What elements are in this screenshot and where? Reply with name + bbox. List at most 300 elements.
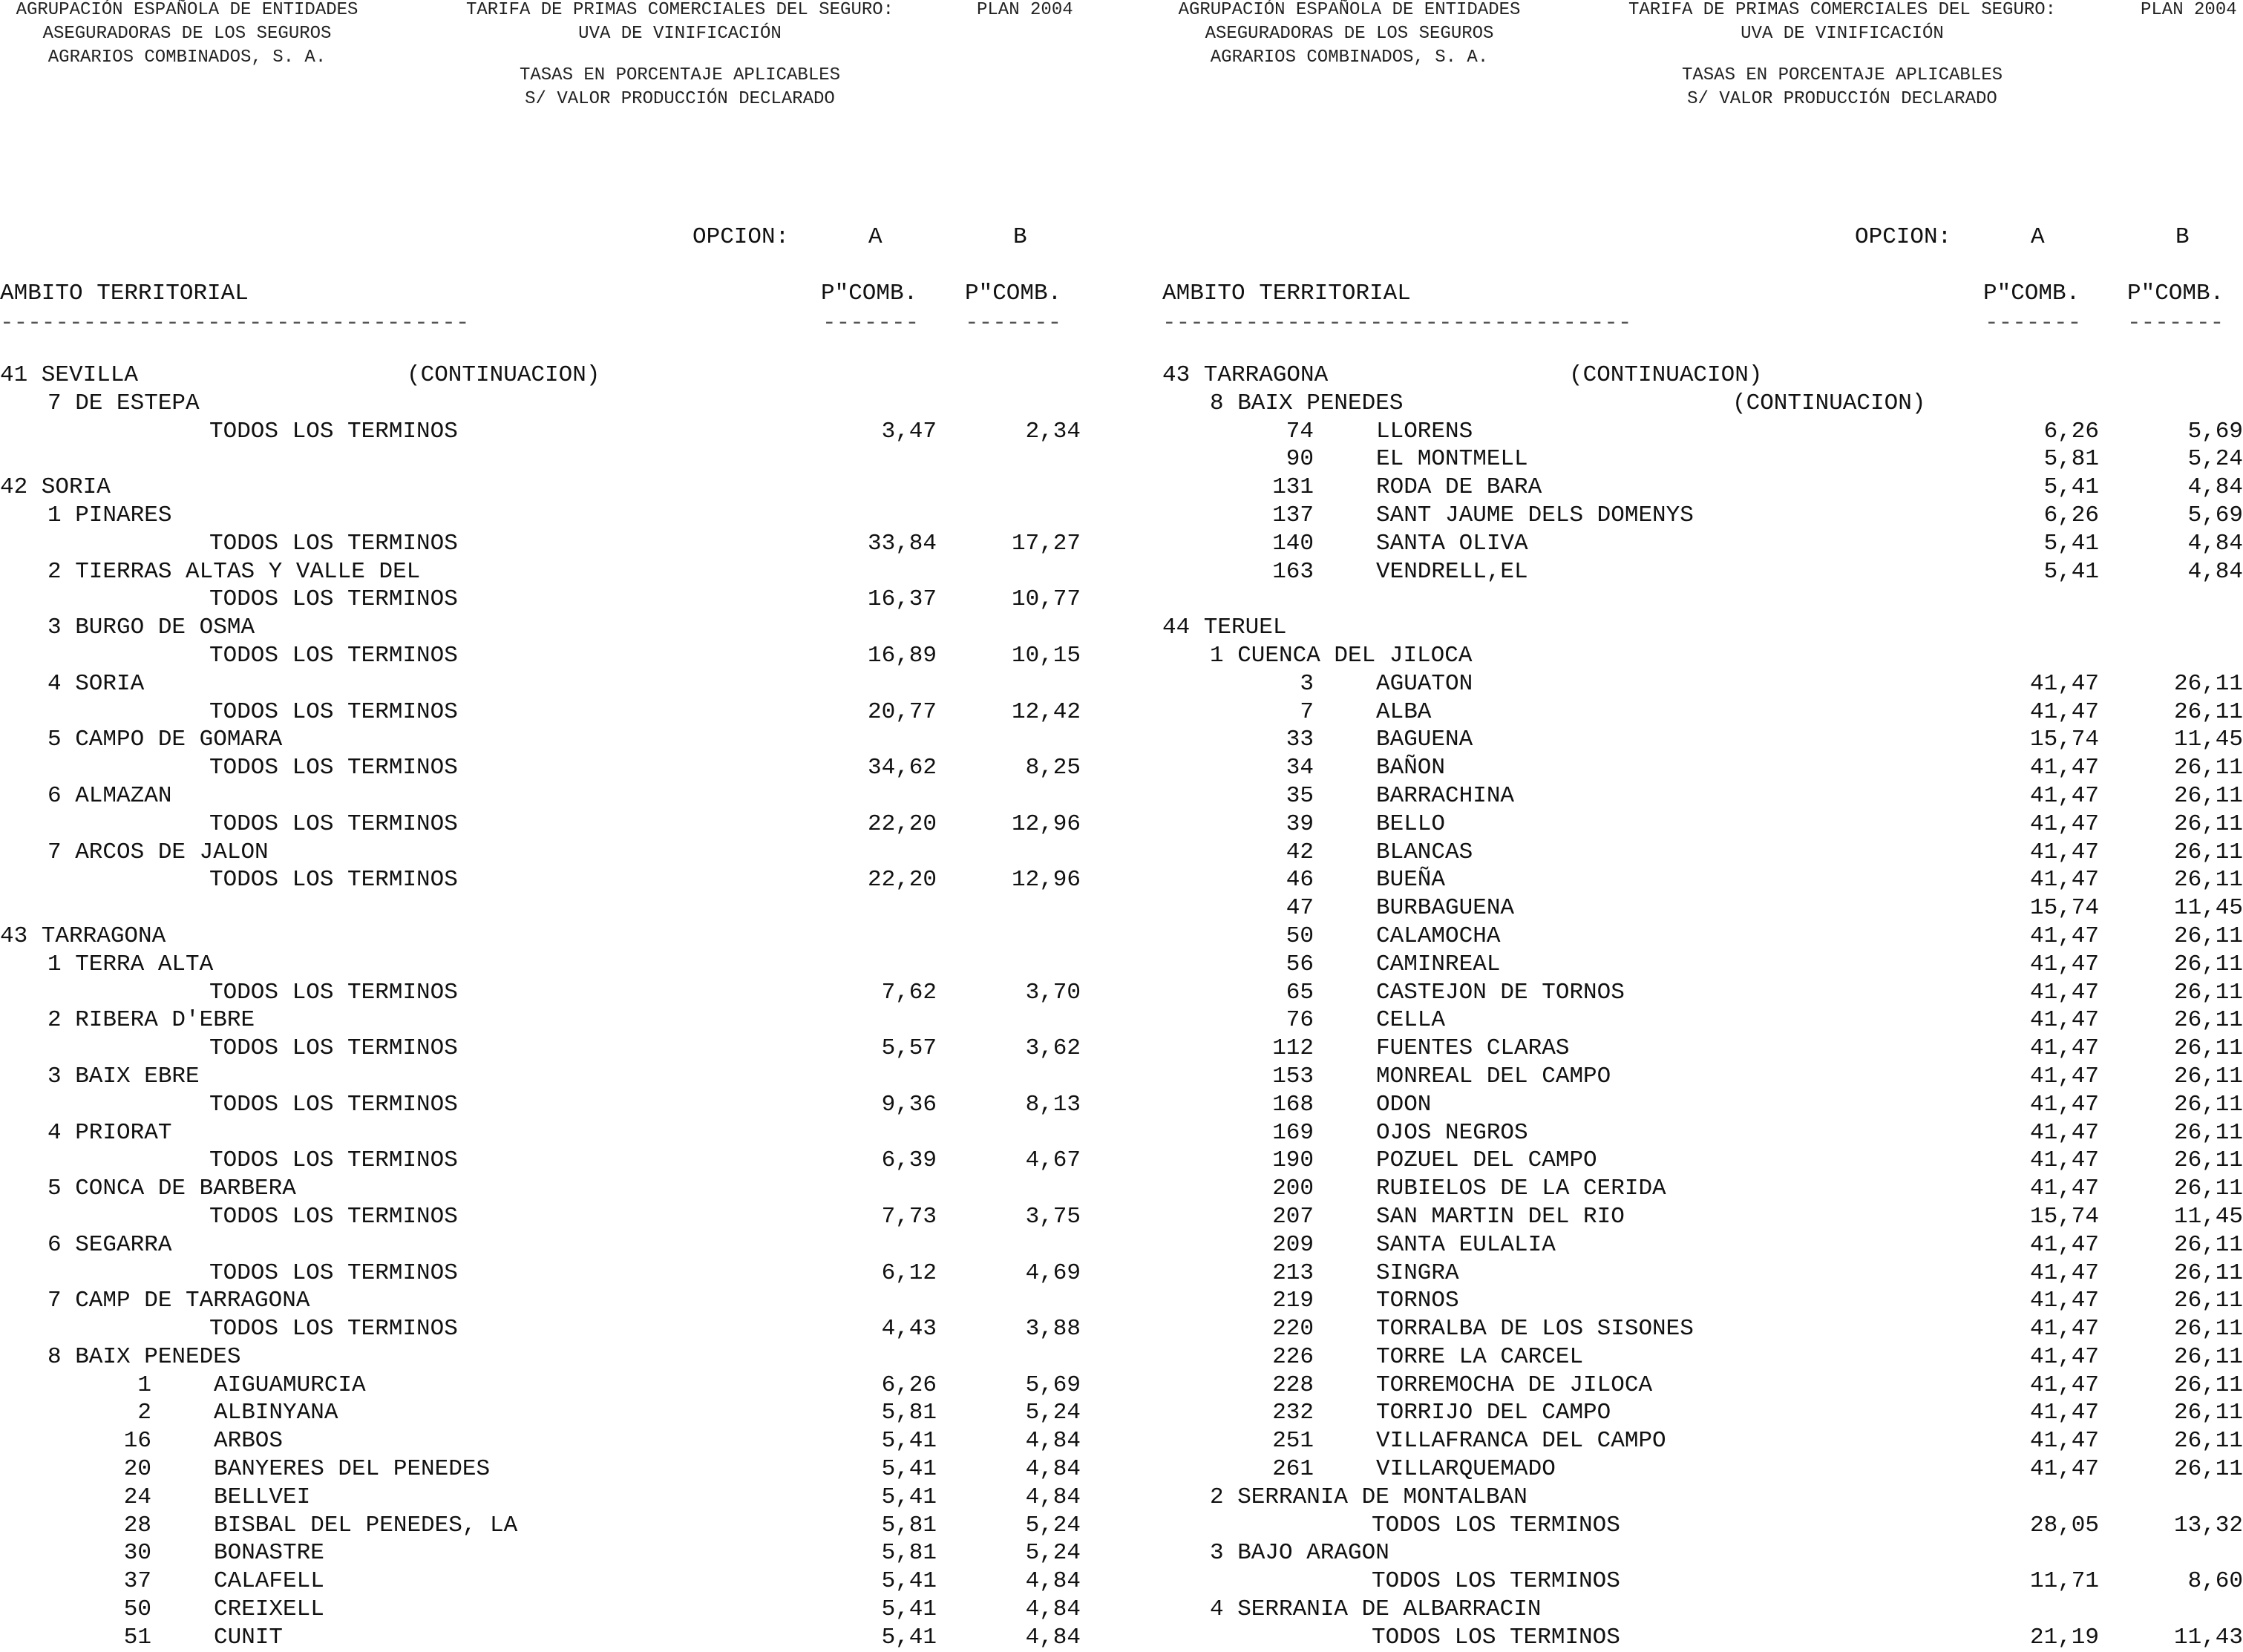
comarca-label: 8 BAIX PENEDES [48, 1343, 241, 1370]
all-terms-label: TODOS LOS TERMINOS [209, 530, 458, 557]
table-row [0, 698, 1113, 727]
all-terms-label: TODOS LOS TERMINOS [209, 1203, 458, 1230]
rates-line-1: TASAS EN PORCENTAJE APLICABLES [1681, 65, 2003, 85]
term-code: 1 [137, 1371, 151, 1398]
continuation-note: (CONTINUACION) [1732, 390, 1926, 416]
term-code: 50 [1286, 922, 1314, 949]
table-row [0, 530, 1113, 558]
table-row [0, 1231, 1113, 1259]
value-a: 41,47 [2029, 922, 2099, 949]
table-row [1162, 1231, 2243, 1259]
org-line-2: ASEGURADORAS DE LOS SEGUROS [1205, 24, 1494, 44]
term-code: 50 [123, 1596, 151, 1623]
term-code: 16 [123, 1428, 151, 1455]
table-row [1162, 1399, 2243, 1427]
table-row [0, 1315, 1113, 1343]
province-label: 43 TARRAGONA [0, 922, 166, 949]
comb-b-rule: ------- [965, 310, 1062, 336]
province-label: 41 SEVILLA [0, 362, 139, 388]
value-a: 4,43 [881, 1316, 937, 1343]
term-name: BELLVEI [214, 1484, 311, 1510]
term-code: 46 [1286, 867, 1314, 894]
value-a: 6,26 [881, 1371, 937, 1398]
value-a: 7,73 [881, 1203, 937, 1230]
value-a: 33,84 [867, 530, 937, 557]
province-label: 44 TERUEL [1162, 614, 1287, 641]
table-row [0, 502, 1113, 530]
term-name: BISBAL DEL PENEDES, LA [214, 1512, 518, 1538]
comarca-label: 7 CAMP DE TARRAGONA [48, 1288, 310, 1314]
value-a: 41,47 [2029, 1091, 2099, 1118]
value-b: 12,42 [1011, 698, 1081, 725]
table-row [1162, 530, 2243, 558]
rates-header [438, 64, 922, 111]
comb-b-header: P"COMB. [965, 281, 1062, 307]
province-label: 43 TARRAGONA [1162, 362, 1329, 388]
term-name: TORRALBA DE LOS SISONES [1376, 1316, 1694, 1343]
term-name: BLANCAS [1376, 839, 1473, 865]
tariff-line-2: UVA DE VINIFICACIÓN [578, 24, 782, 44]
table-row [1162, 361, 2243, 390]
term-name: MONREAL DEL CAMPO [1376, 1063, 1611, 1089]
value-b: 12,96 [1011, 810, 1081, 837]
value-b: 26,11 [2173, 1231, 2243, 1258]
term-code: 51 [123, 1624, 151, 1651]
value-b: 13,32 [2173, 1512, 2243, 1538]
left-table-body [0, 361, 1113, 1652]
all-terms-label: TODOS LOS TERMINOS [209, 1035, 458, 1062]
value-a: 7,62 [881, 979, 937, 1006]
value-b: 26,11 [2173, 782, 2243, 809]
value-b: 4,69 [1025, 1259, 1081, 1286]
value-a: 5,41 [2043, 474, 2099, 501]
comarca-label: 4 SERRANIA DE ALBARRACIN [1210, 1596, 1542, 1623]
value-a: 41,47 [2029, 839, 2099, 865]
value-b: 5,24 [2187, 446, 2243, 473]
comarca-label: 3 BURGO DE OSMA [48, 614, 255, 641]
org-line-1: AGRUPACIÓN ESPAÑOLA DE ENTIDADES [16, 0, 358, 20]
term-code: 168 [1272, 1091, 1314, 1118]
org-header [1162, 0, 1536, 70]
option-b-label: B [1013, 224, 1027, 250]
term-code: 220 [1272, 1316, 1314, 1343]
table-row [1162, 1596, 2243, 1624]
table-row [0, 473, 1113, 502]
table-row [0, 1624, 1113, 1652]
comb-a-rule: ------- [822, 310, 920, 336]
value-a: 22,20 [867, 810, 937, 837]
tariff-header [1600, 0, 2084, 46]
table-row [0, 418, 1113, 446]
org-line-2: ASEGURADORAS DE LOS SEGUROS [42, 24, 332, 44]
term-name: EL MONTMELL [1376, 446, 1528, 473]
term-name: VILLAFRANCA DEL CAMPO [1376, 1428, 1666, 1455]
table-row [0, 782, 1113, 810]
table-row [0, 951, 1113, 979]
value-a: 41,47 [2029, 1428, 2099, 1455]
term-code: 200 [1272, 1176, 1314, 1202]
table-row [1162, 1567, 2243, 1596]
value-a: 41,47 [2029, 979, 2099, 1006]
term-name: VENDRELL,EL [1376, 558, 1528, 585]
value-b: 10,15 [1011, 642, 1081, 669]
term-code: 35 [1286, 782, 1314, 809]
term-name: SAN MARTIN DEL RIO [1376, 1203, 1625, 1230]
table-row [0, 670, 1113, 698]
table-row [1162, 1259, 2243, 1288]
value-a: 22,20 [867, 867, 937, 894]
value-a: 16,89 [867, 642, 937, 669]
value-b: 26,11 [2173, 1343, 2243, 1370]
value-a: 41,47 [2029, 1231, 2099, 1258]
org-line-3: AGRARIOS COMBINADOS, S. A. [48, 47, 327, 68]
table-row [0, 1399, 1113, 1427]
province-label: 42 SORIA [0, 474, 111, 501]
table-row [1162, 1035, 2243, 1063]
term-code: 190 [1272, 1147, 1314, 1174]
term-name: BELLO [1376, 810, 1446, 837]
table-row [0, 445, 1113, 473]
table-row [1162, 726, 2243, 754]
table-row [0, 922, 1113, 951]
term-code: 153 [1272, 1063, 1314, 1089]
value-b: 26,11 [2173, 1456, 2243, 1483]
table-row [1162, 642, 2243, 670]
term-name: TORNOS [1376, 1288, 1459, 1314]
comarca-label: 6 ALMAZAN [48, 782, 172, 809]
continuation-note: (CONTINUACION) [407, 362, 600, 388]
comarca-label: 2 RIBERA D'EBRE [48, 1007, 255, 1034]
value-a: 41,47 [2029, 1288, 2099, 1314]
table-row [1162, 1624, 2243, 1652]
value-b: 12,96 [1011, 867, 1081, 894]
table-row [1162, 866, 2243, 894]
all-terms-label: TODOS LOS TERMINOS [209, 1091, 458, 1118]
table-row [0, 390, 1113, 418]
value-a: 5,41 [881, 1456, 937, 1483]
term-name: BONASTRE [214, 1540, 324, 1567]
table-row [0, 1427, 1113, 1455]
table-row [0, 642, 1113, 670]
value-b: 4,84 [1025, 1624, 1081, 1651]
value-b: 5,24 [1025, 1540, 1081, 1567]
term-code: 112 [1272, 1035, 1314, 1062]
value-b: 26,11 [2173, 1288, 2243, 1314]
all-terms-label: TODOS LOS TERMINOS [209, 1147, 458, 1174]
term-code: 137 [1272, 502, 1314, 528]
table-row [1162, 810, 2243, 839]
value-b: 26,11 [2173, 1259, 2243, 1286]
value-b: 26,11 [2173, 1007, 2243, 1034]
all-terms-label: TODOS LOS TERMINOS [209, 979, 458, 1006]
term-name: ALBA [1376, 698, 1432, 725]
all-terms-label: TODOS LOS TERMINOS [1372, 1512, 1620, 1538]
tariff-line-2: UVA DE VINIFICACIÓN [1741, 24, 1944, 44]
value-a: 41,47 [2029, 867, 2099, 894]
value-b: 4,84 [1025, 1484, 1081, 1510]
value-b: 4,84 [1025, 1428, 1081, 1455]
comarca-label: 1 CUENCA DEL JILOCA [1210, 642, 1473, 669]
term-name: ALBINYANA [214, 1400, 338, 1426]
value-a: 41,47 [2029, 810, 2099, 837]
table-row [1162, 894, 2243, 922]
table-row [1162, 614, 2243, 642]
comb-a-header: P"COMB. [1983, 281, 2080, 307]
table-row [0, 1512, 1113, 1540]
term-code: 219 [1272, 1288, 1314, 1314]
table-row [1162, 1287, 2243, 1315]
value-a: 41,47 [2029, 951, 2099, 977]
table-row [1162, 1063, 2243, 1091]
value-b: 26,11 [2173, 1428, 2243, 1455]
term-name: CELLA [1376, 1007, 1446, 1034]
all-terms-label: TODOS LOS TERMINOS [209, 586, 458, 613]
value-b: 26,11 [2173, 922, 2243, 949]
table-row [1162, 1119, 2243, 1147]
table-row [1162, 586, 2243, 614]
comarca-label: 8 BAIX PENEDES [1210, 390, 1404, 416]
value-b: 2,34 [1025, 418, 1081, 445]
value-b: 26,11 [2173, 1091, 2243, 1118]
value-b: 8,13 [1025, 1091, 1081, 1118]
table-row [1162, 473, 2243, 502]
value-a: 41,47 [2029, 1259, 2099, 1286]
term-code: 209 [1272, 1231, 1314, 1258]
term-name: RODA DE BARA [1376, 474, 1542, 501]
term-name: TORREMOCHA DE JILOCA [1376, 1371, 1653, 1398]
value-b: 4,84 [2187, 474, 2243, 501]
option-a-label: A [2031, 224, 2045, 250]
table-row [1162, 1371, 2243, 1400]
value-a: 6,12 [881, 1259, 937, 1286]
term-code: 33 [1286, 727, 1314, 753]
value-a: 21,19 [2029, 1624, 2099, 1651]
value-a: 5,41 [881, 1596, 937, 1623]
term-name: BARRACHINA [1376, 782, 1515, 809]
term-code: 28 [123, 1512, 151, 1538]
comb-b-rule: ------- [2127, 310, 2224, 336]
value-a: 5,41 [881, 1428, 937, 1455]
term-name: BURBAGUENA [1376, 895, 1515, 922]
all-terms-label: TODOS LOS TERMINOS [209, 810, 458, 837]
opcion-label: OPCION: [692, 224, 790, 250]
org-line-1: AGRUPACIÓN ESPAÑOLA DE ENTIDADES [1178, 0, 1521, 20]
table-row [1162, 839, 2243, 867]
table-row [1162, 1147, 2243, 1175]
option-b-label: B [2175, 224, 2190, 250]
value-b: 26,11 [2173, 867, 2243, 894]
comarca-label: 7 DE ESTEPA [48, 390, 200, 416]
table-row [0, 1259, 1113, 1288]
term-name: FUENTES CLARAS [1376, 1035, 1570, 1062]
value-a: 5,41 [881, 1484, 937, 1510]
tariff-line-1: TARIFA DE PRIMAS COMERCIALES DEL SEGURO: [1628, 0, 2057, 20]
table-row [1162, 1175, 2243, 1203]
term-name: TORRIJO DEL CAMPO [1376, 1400, 1611, 1426]
value-b: 4,84 [2187, 558, 2243, 585]
table-row [1162, 1455, 2243, 1484]
value-b: 3,75 [1025, 1203, 1081, 1230]
table-row [0, 810, 1113, 839]
right-page [1162, 0, 2243, 1651]
comarca-label: 5 CONCA DE BARBERA [48, 1176, 296, 1202]
rates-line-2: S/ VALOR PRODUCCIÓN DECLARADO [1687, 89, 1997, 109]
table-row [0, 1006, 1113, 1035]
value-a: 3,47 [881, 418, 937, 445]
table-row [1162, 670, 2243, 698]
right-table-body [1162, 361, 2243, 1652]
value-b: 3,62 [1025, 1035, 1081, 1062]
table-row [0, 1091, 1113, 1119]
term-code: 7 [1300, 698, 1314, 725]
value-b: 26,11 [2173, 1316, 2243, 1343]
table-row [0, 979, 1113, 1007]
table-row [1162, 1006, 2243, 1035]
value-a: 5,81 [881, 1512, 937, 1538]
term-name: SANTA OLIVA [1376, 530, 1528, 557]
term-code: 261 [1272, 1456, 1314, 1483]
term-name: TORRE LA CARCEL [1376, 1343, 1584, 1370]
value-b: 26,11 [2173, 810, 2243, 837]
term-name: CREIXELL [214, 1596, 324, 1623]
table-row [0, 866, 1113, 894]
value-a: 9,36 [881, 1091, 937, 1118]
all-terms-label: TODOS LOS TERMINOS [209, 1316, 458, 1343]
value-a: 41,47 [2029, 1371, 2099, 1398]
table-row [0, 1203, 1113, 1231]
term-name: AGUATON [1376, 670, 1473, 697]
value-a: 5,57 [881, 1035, 937, 1062]
table-row [0, 1287, 1113, 1315]
comarca-label: 3 BAIX EBRE [48, 1063, 200, 1089]
term-code: 131 [1272, 474, 1314, 501]
comarca-label: 1 PINARES [48, 502, 172, 528]
value-b: 11,45 [2173, 727, 2243, 753]
value-b: 3,88 [1025, 1316, 1081, 1343]
value-a: 28,05 [2029, 1512, 2099, 1538]
all-terms-label: TODOS LOS TERMINOS [209, 755, 458, 781]
value-b: 26,11 [2173, 1147, 2243, 1174]
table-row [0, 1539, 1113, 1567]
value-b: 5,24 [1025, 1512, 1081, 1538]
all-terms-label: TODOS LOS TERMINOS [209, 867, 458, 894]
table-row [0, 894, 1113, 922]
value-a: 41,47 [2029, 1119, 2099, 1146]
table-row [1162, 390, 2243, 418]
comarca-label: 4 SORIA [48, 670, 145, 697]
term-name: CALAMOCHA [1376, 922, 1501, 949]
term-code: 37 [123, 1568, 151, 1595]
rates-line-1: TASAS EN PORCENTAJE APLICABLES [519, 65, 841, 85]
value-b: 26,11 [2173, 1035, 2243, 1062]
table-row [0, 726, 1113, 754]
term-code: 2 [137, 1400, 151, 1426]
value-a: 16,37 [867, 586, 937, 613]
org-line-3: AGRARIOS COMBINADOS, S. A. [1210, 47, 1489, 68]
table-row [0, 586, 1113, 614]
table-row [0, 1175, 1113, 1203]
value-a: 41,47 [2029, 1343, 2099, 1370]
term-code: 39 [1286, 810, 1314, 837]
term-code: 42 [1286, 839, 1314, 865]
value-a: 5,41 [881, 1568, 937, 1595]
option-a-label: A [868, 224, 883, 250]
table-row [1162, 1484, 2243, 1512]
table-row [0, 1455, 1113, 1484]
table-row [1162, 558, 2243, 586]
comb-a-rule: ------- [1985, 310, 2082, 336]
term-code: 163 [1272, 558, 1314, 585]
value-b: 4,67 [1025, 1147, 1081, 1174]
value-a: 41,47 [2029, 1035, 2099, 1062]
value-a: 41,47 [2029, 755, 2099, 781]
value-b: 26,11 [2173, 1176, 2243, 1202]
rates-line-2: S/ VALOR PRODUCCIÓN DECLARADO [525, 89, 835, 109]
value-a: 41,47 [2029, 698, 2099, 725]
term-code: 228 [1272, 1371, 1314, 1398]
value-a: 6,26 [2043, 418, 2099, 445]
term-name: SINGRA [1376, 1259, 1459, 1286]
comarca-label: 4 PRIORAT [48, 1119, 172, 1146]
value-b: 11,45 [2173, 895, 2243, 922]
table-row [1162, 1315, 2243, 1343]
table-row [1162, 922, 2243, 951]
value-b: 26,11 [2173, 839, 2243, 865]
term-name: LLORENS [1376, 418, 1473, 445]
value-a: 41,47 [2029, 782, 2099, 809]
term-name: POZUEL DEL CAMPO [1376, 1147, 1597, 1174]
term-name: AIGUAMURCIA [214, 1371, 366, 1398]
value-a: 41,47 [2029, 670, 2099, 697]
value-a: 6,39 [881, 1147, 937, 1174]
value-b: 8,25 [1025, 755, 1081, 781]
value-a: 20,77 [867, 698, 937, 725]
value-b: 17,27 [1011, 530, 1081, 557]
table-row [0, 1147, 1113, 1175]
value-b: 26,11 [2173, 1119, 2243, 1146]
term-code: 34 [1286, 755, 1314, 781]
value-a: 41,47 [2029, 1176, 2099, 1202]
comarca-label: 2 SERRANIA DE MONTALBAN [1210, 1484, 1527, 1510]
all-terms-label: TODOS LOS TERMINOS [209, 1259, 458, 1286]
table-row [0, 1484, 1113, 1512]
value-b: 4,84 [1025, 1596, 1081, 1623]
value-a: 41,47 [2029, 1456, 2099, 1483]
value-a: 41,47 [2029, 1400, 2099, 1426]
table-row [1162, 445, 2243, 473]
term-name: ARBOS [214, 1428, 284, 1455]
value-b: 4,84 [1025, 1456, 1081, 1483]
table-row [0, 558, 1113, 586]
table-row [1162, 951, 2243, 979]
term-name: CASTEJON DE TORNOS [1376, 979, 1625, 1006]
value-a: 5,81 [2043, 446, 2099, 473]
comarca-label: 6 SEGARRA [48, 1231, 172, 1258]
tariff-line-1: TARIFA DE PRIMAS COMERCIALES DEL SEGURO: [465, 0, 894, 20]
table-row [0, 1596, 1113, 1624]
value-a: 41,47 [2029, 1147, 2099, 1174]
comarca-label: 7 ARCOS DE JALON [48, 839, 269, 865]
table-row [1162, 698, 2243, 727]
term-code: 76 [1286, 1007, 1314, 1034]
comarca-label: 2 TIERRAS ALTAS Y VALLE DEL [48, 558, 421, 585]
table-row [1162, 754, 2243, 782]
ambito-rule: ---------------------------------- [1162, 310, 1632, 336]
all-terms-label: TODOS LOS TERMINOS [1372, 1624, 1620, 1651]
all-terms-label: TODOS LOS TERMINOS [209, 418, 458, 445]
term-name: BAÑON [1376, 755, 1446, 781]
comb-a-header: P"COMB. [821, 281, 918, 307]
